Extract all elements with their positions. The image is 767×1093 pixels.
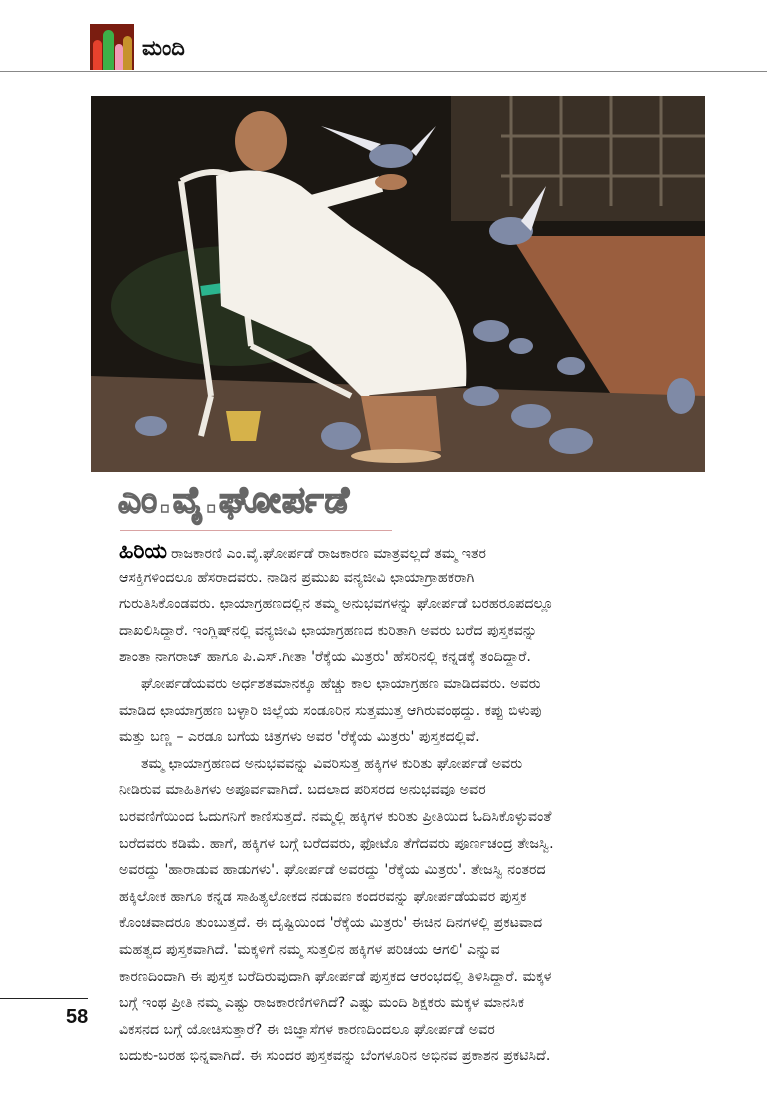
article-headline: ಎಂ.ವೈ.ಘೋರ್ಪಡೆ xyxy=(118,480,350,521)
section-title: ಮಂದಿ xyxy=(142,36,185,60)
article-line: ಘೋರ್ಪಡೆಯವರು ಅರ್ಧಶತಮಾನಕ್ಕೂ ಹೆಚ್ಚು ಕಾಲ ಛಾಯಾಗ್ರಹಣ ಮಾಡಿದವರು. ಅವರು xyxy=(141,675,541,692)
photo-illustration xyxy=(91,96,705,472)
page-number-rule xyxy=(0,998,88,999)
article-line: ಬದುಕು-ಬರಹ ಭಿನ್ನವಾಗಿದೆ. ಈ ಸುಂದರ ಪುಸ್ತಕವನ್ನು ಬೆಂಗಳೂರಿನ ಅಭಿನವ ಪ್ರಕಾಶನ ಪ್ರಕಟಿಸಿದೆ. xyxy=(119,1048,551,1065)
lead-word: ಹಿರಿಯ xyxy=(119,539,168,563)
article-line: ಗುರುತಿಸಿಕೊಂಡವರು. ಛಾಯಾಗ್ರಹಣದಲ್ಲಿನ ತಮ್ಮ ಅನುಭವಗಳನ್ನು ಘೋರ್ಪಡೆ ಬರಹರೂಪದಲ್ಲೂ xyxy=(119,596,554,613)
page-number: 58 xyxy=(66,1006,89,1028)
article-line: ಶಾಂತಾ ನಾಗರಾಜ್ ಹಾಗೂ ಪಿ.ಎಸ್.ಗೀತಾ 'ರೆಕ್ಕೆಯ ಮಿತ್ರರು' ಹೆಸರಿನಲ್ಲಿ ಕನ್ನಡಕ್ಕೆ ತಂದಿದ್ದಾರೆ. xyxy=(119,649,531,666)
article-line: ಮತ್ತು ಬಣ್ಣ – ಎರಡೂ ಬಗೆಯ ಚಿತ್ರಗಳು ಅವರ 'ರೆಕ್ಕೆಯ ಮಿತ್ರರು' ಪುಸ್ತಕದಲ್ಲಿವೆ. xyxy=(119,729,480,746)
article-line: ಮಹತ್ವದ ಪುಸ್ತಕವಾಗಿದೆ. 'ಮಕ್ಕಳಿಗೆ ನಮ್ಮ ಸುತ್ತಲಿನ ಹಕ್ಕಿಗಳ ಪರಿಚಯ ಆಗಲಿ' ಎನ್ನುವ xyxy=(119,941,500,958)
article-line: ದಾಖಲಿಸಿದ್ದಾರೆ. ಇಂಗ್ಲಿಷ್‌ನಲ್ಲಿ ವನ್ಯಜೀವಿ ಛಾಯಾಗ್ರಹಣದ ಕುರಿತಾಗಿ ಅವರು ಬರೆದ ಪುಸ್ತಕವನ್ನು xyxy=(119,622,538,639)
article-line: ಬರೆದವರು ಕಡಿಮೆ. ಹಾಗೆ, ಹಕ್ಕಿಗಳ ಬಗ್ಗೆ ಬರೆದವರು, ಫೋಟೊ ತೆಗೆದವರು ಪೂರ್ಣಚಂದ್ರ ತೇಜಸ್ವಿ. xyxy=(119,835,554,852)
article-line: ಆಸಕ್ತಿಗಳಿಂದಲೂ ಹೆಸರಾದವರು. ನಾಡಿನ ಪ್ರಮುಖ ವನ್ಯಜೀವಿ ಛಾಯಾಗ್ರಾಹಕರಾಗಿ xyxy=(119,569,475,586)
article-line-text: ರಾಜಕಾರಣಿ ಎಂ.ವೈ.ಘೋರ್ಪಡೆ ರಾಜಕಾರಣ ಮಾತ್ರವಲ್ಲದೆ ತಮ್ಮ ಇತರ xyxy=(171,546,486,562)
article-line: ಕಾರಣದಿಂದಾಗಿ ಈ ಪುಸ್ತಕ ಬರೆದಿರುವುದಾಗಿ ಘೋರ್ಪಡೆ ಪುಸ್ತಕದ ಆರಂಭದಲ್ಲಿ ತಿಳಿಸಿದ್ದಾರೆ. ಮಕ್ಕಳ xyxy=(119,968,552,985)
headline-underline xyxy=(120,530,392,531)
article-line: ಮಾಡಿದ ಛಾಯಾಗ್ರಹಣ ಬಳ್ಳಾರಿ ಜಿಲ್ಲೆಯ ಸಂಡೂರಿನ ಸುತ್ತಮುತ್ತ ಆಗಿರುವಂಥದ್ದು. ಕಪ್ಪು ಬಿಳುಪು xyxy=(119,702,542,719)
article-line: ವಿಕಸನದ ಬಗ್ಗೆ ಯೋಚಿಸುತ್ತಾರೆ? ಈ ಜಿಜ್ಞಾಸೆಗಳ ಕಾರಣದಿಂದಲೂ ಘೋರ್ಪಡೆ ಅವರ xyxy=(119,1021,495,1038)
header-divider xyxy=(0,71,767,72)
article-line: ಹಕ್ಕಿಲೋಕ ಹಾಗೂ ಕನ್ನಡ ಸಾಹಿತ್ಯಲೋಕದ ನಡುವಣ ಕಂದರವನ್ನು ಘೋರ್ಪಡೆಯವರ ಪುಸ್ತಕ xyxy=(119,888,527,905)
section-logo xyxy=(90,24,134,70)
article-line xyxy=(119,538,711,565)
article-line: ಬಗ್ಗೆ ಇಂಥ ಪ್ರೀತಿ ನಮ್ಮ ಎಷ್ಟು ರಾಜಕಾರಣಿಗಳಿಗಿದೆ? ಎಷ್ಟು ಮಂದಿ ಶಿಕ್ಷಕರು ಮಕ್ಕಳ ಮಾನಸಿಕ xyxy=(119,995,525,1012)
article-body xyxy=(119,538,711,1070)
article-line: ಬರವಣಿಗೆಯಿಂದ ಓದುಗನಿಗೆ ಕಾಣಿಸುತ್ತದೆ. ನಮ್ಮಲ್ಲಿ ಹಕ್ಕಿಗಳ ಕುರಿತು ಪ್ರೀತಿಯಿದ ಓದಿಸಿಕೊಳ್ಳುವಂತೆ xyxy=(119,808,552,825)
article-line: ಅವರದ್ದು 'ಹಾರಾಡುವ ಹಾಡುಗಳು'. ಘೋರ್ಪಡೆ ಅವರದ್ದು 'ರೆಕ್ಕೆಯ ಮಿತ್ರರು'. ತೇಜಸ್ವಿ ನಂತರದ xyxy=(119,862,546,879)
article-photo xyxy=(91,96,705,472)
article-line: ತಮ್ಮ ಛಾಯಾಗ್ರಹಣದ ಅನುಭವವನ್ನು ವಿವರಿಸುತ್ತ ಹಕ್ಕಿಗಳ ಕುರಿತು ಘೋರ್ಪಡೆ ಅವರು xyxy=(141,755,523,772)
article-line: ಕೊಂಚವಾದರೂ ತುಂಬುತ್ತದೆ. ಈ ದೃಷ್ಟಿಯಿಂದ 'ರೆಕ್ಕೆಯ ಮಿತ್ರರು' ಈಚಿನ ದಿನಗಳಲ್ಲಿ ಪ್ರಕಟವಾದ xyxy=(119,915,543,932)
article-line: ನೀಡಿರುವ ಮಾಹಿತಿಗಳು ಅಪೂರ್ವವಾಗಿದೆ. ಬದಲಾದ ಪರಿಸರದ ಅನುಭವವೂ ಅವರ xyxy=(119,782,486,799)
